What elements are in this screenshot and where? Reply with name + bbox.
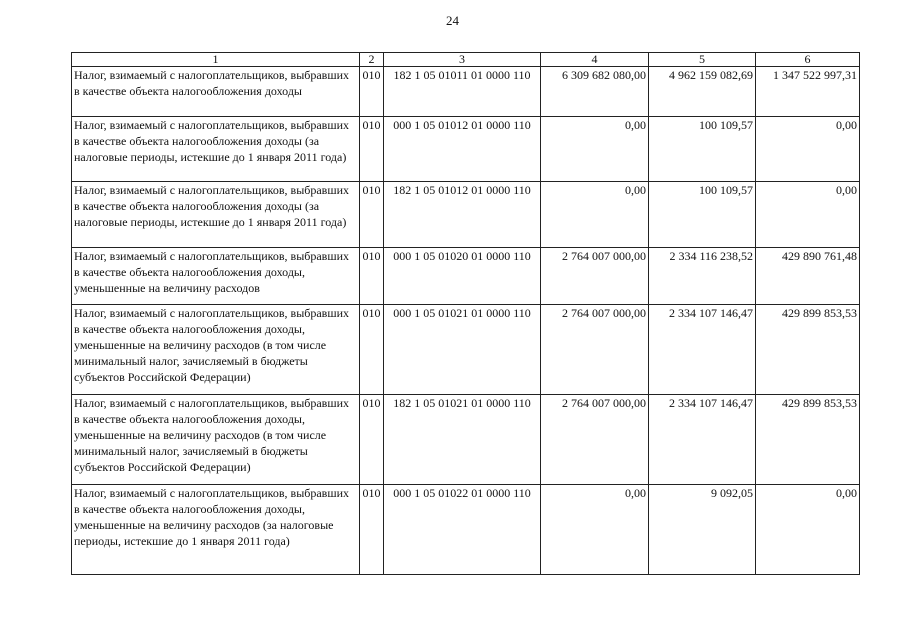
line-code-cell: 010 <box>360 248 384 305</box>
approved-amount-cell: 2 764 007 000,00 <box>541 395 649 485</box>
budget-classification-code-cell: 000 1 05 01012 01 0000 110 <box>384 117 541 182</box>
unexecuted-amount-cell: 429 890 761,48 <box>756 248 860 305</box>
budget-classification-code-cell: 182 1 05 01021 01 0000 110 <box>384 395 541 485</box>
approved-amount-cell: 2 764 007 000,00 <box>541 248 649 305</box>
income-name-cell: Налог, взимаемый с налогоплательщиков, выбравших в качестве объекта налогообложения доходы (за налоговые периоды, истекшие до 1 января 2011 года) <box>72 117 360 182</box>
executed-amount-cell: 2 334 107 146,47 <box>649 395 756 485</box>
budget-classification-code-cell: 000 1 05 01020 01 0000 110 <box>384 248 541 305</box>
line-code-cell: 010 <box>360 117 384 182</box>
executed-amount-cell: 100 109,57 <box>649 117 756 182</box>
line-code-cell: 010 <box>360 395 384 485</box>
line-code-cell: 010 <box>360 67 384 117</box>
column-number-header-row <box>72 53 860 67</box>
line-code-cell: 010 <box>360 485 384 575</box>
table-row <box>72 485 860 575</box>
income-name-cell: Налог, взимаемый с налогоплательщиков, выбравших в качестве объекта налогообложения доходы <box>72 67 360 117</box>
column-header-1: 1 <box>72 53 360 67</box>
budget-classification-code-cell: 182 1 05 01011 01 0000 110 <box>384 67 541 117</box>
table-row <box>72 67 860 117</box>
income-name-cell: Налог, взимаемый с налогоплательщиков, выбравших в качестве объекта налогообложения доходы, уменьшенные на величину расходов (за налоговые периоды, истекшие до 1 января 2011 года) <box>72 485 360 575</box>
column-header-3: 3 <box>384 53 541 67</box>
income-name-cell: Налог, взимаемый с налогоплательщиков, выбравших в качестве объекта налогообложения доходы, уменьшенные на величину расходов (в том числе минимальный налог, зачисляемый в бюджеты субъектов Российской Федерации) <box>72 395 360 485</box>
budget-classification-code-cell: 182 1 05 01012 01 0000 110 <box>384 182 541 248</box>
page-number: 24 <box>446 13 459 28</box>
column-header-6: 6 <box>756 53 860 67</box>
unexecuted-amount-cell: 0,00 <box>756 117 860 182</box>
approved-amount-cell: 0,00 <box>541 485 649 575</box>
table-row <box>72 395 860 485</box>
executed-amount-cell: 4 962 159 082,69 <box>649 67 756 117</box>
approved-amount-cell: 0,00 <box>541 182 649 248</box>
line-code-cell: 010 <box>360 305 384 395</box>
table-row <box>72 117 860 182</box>
unexecuted-amount-cell: 0,00 <box>756 182 860 248</box>
unexecuted-amount-cell: 0,00 <box>756 485 860 575</box>
column-header-4: 4 <box>541 53 649 67</box>
executed-amount-cell: 100 109,57 <box>649 182 756 248</box>
approved-amount-cell: 0,00 <box>541 117 649 182</box>
executed-amount-cell: 2 334 107 146,47 <box>649 305 756 395</box>
column-header-2: 2 <box>360 53 384 67</box>
approved-amount-cell: 2 764 007 000,00 <box>541 305 649 395</box>
budget-classification-code-cell: 000 1 05 01022 01 0000 110 <box>384 485 541 575</box>
income-name-cell: Налог, взимаемый с налогоплательщиков, выбравших в качестве объекта налогообложения доходы, уменьшенные на величину расходов (в том числе минимальный налог, зачисляемый в бюджеты субъектов Российской Федерации) <box>72 305 360 395</box>
unexecuted-amount-cell: 1 347 522 997,31 <box>756 67 860 117</box>
report-table <box>71 52 860 575</box>
approved-amount-cell: 6 309 682 080,00 <box>541 67 649 117</box>
line-code-cell: 010 <box>360 182 384 248</box>
table-row <box>72 305 860 395</box>
budget-classification-code-cell: 000 1 05 01021 01 0000 110 <box>384 305 541 395</box>
table-row <box>72 248 860 305</box>
unexecuted-amount-cell: 429 899 853,53 <box>756 305 860 395</box>
table-row <box>72 182 860 248</box>
column-header-5: 5 <box>649 53 756 67</box>
income-name-cell: Налог, взимаемый с налогоплательщиков, выбравших в качестве объекта налогообложения доходы (за налоговые периоды, истекшие до 1 января 2011 года) <box>72 182 360 248</box>
executed-amount-cell: 2 334 116 238,52 <box>649 248 756 305</box>
income-name-cell: Налог, взимаемый с налогоплательщиков, выбравших в качестве объекта налогообложения доходы, уменьшенные на величину расходов <box>72 248 360 305</box>
unexecuted-amount-cell: 429 899 853,53 <box>756 395 860 485</box>
executed-amount-cell: 9 092,05 <box>649 485 756 575</box>
